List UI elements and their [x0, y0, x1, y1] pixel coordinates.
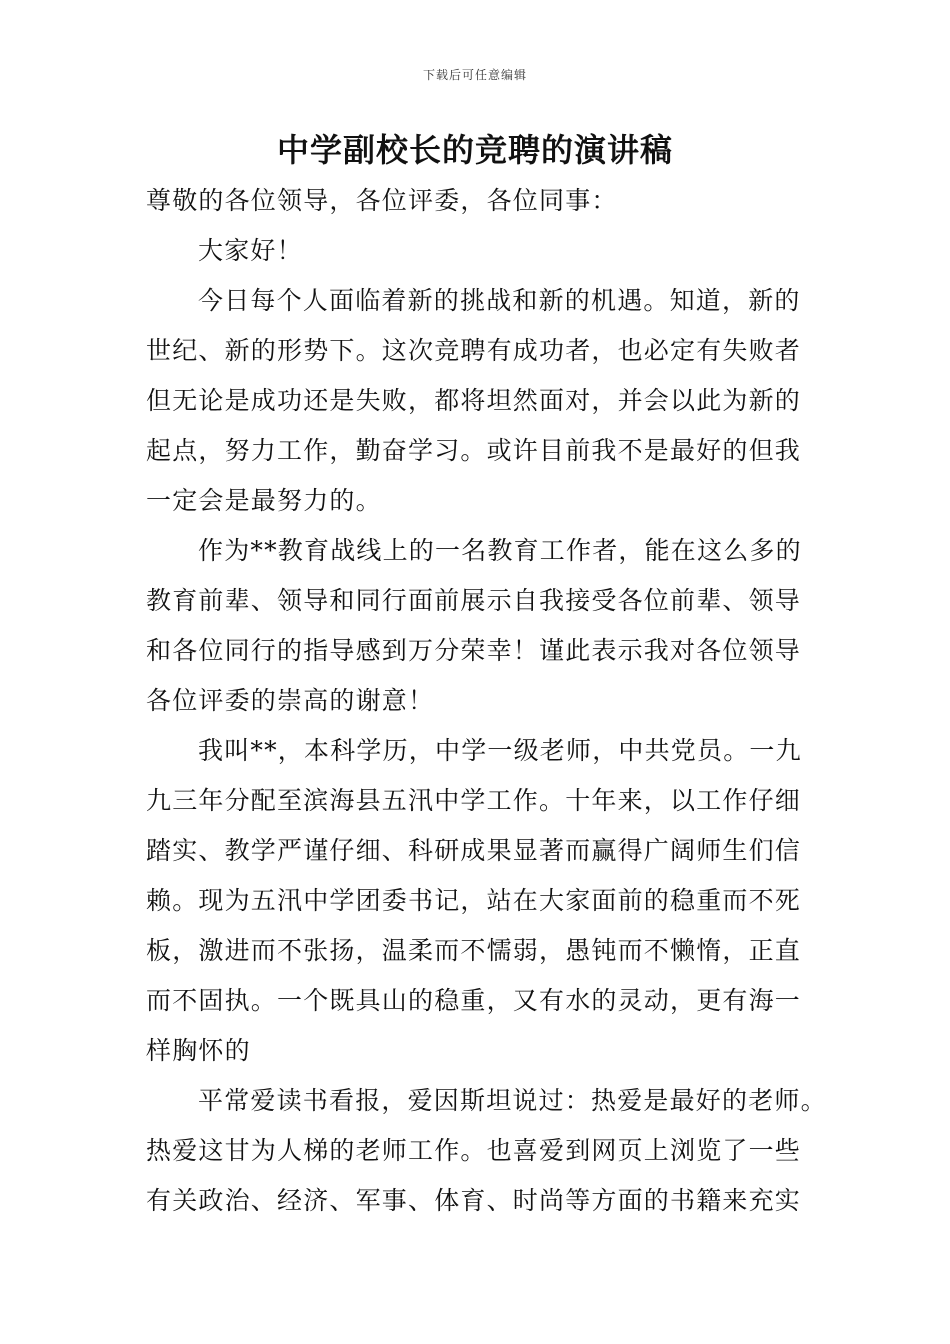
text-line: 板，激进而不张扬，温柔而不懦弱，愚钝而不懒惰，正直: [146, 936, 802, 965]
text-line: 热爱这甘为人梯的老师工作。也喜爱到网页上浏览了一些: [146, 1136, 802, 1165]
text-line: 有关政治、经济、军事、体育、时尚等方面的书籍来充实: [146, 1186, 802, 1215]
text-line: 而不固执。一个既具山的稳重，又有水的灵动，更有海一: [146, 986, 802, 1015]
text-line: 和各位同行的指导感到万分荣幸！谨此表示我对各位领导: [146, 636, 802, 665]
text-line: 今日每个人面临着新的挑战和新的机遇。知道，新的: [198, 286, 801, 315]
text-line: 起点，努力工作，勤奋学习。或许目前我不是最好的但我: [146, 436, 802, 465]
text-line: 赖。现为五汛中学团委书记，站在大家面前的稳重而不死: [146, 886, 802, 915]
text-line: 九三年分配至滨海县五汛中学工作。十年来，以工作仔细: [146, 786, 802, 815]
text-line: 我叫**，本科学历，中学一级老师，中共党员。一九: [198, 736, 802, 765]
text-line: 作为**教育战线上的一名教育工作者，能在这么多的: [198, 536, 802, 565]
text-line: 大家好！: [198, 236, 303, 265]
text-line: 教育前辈、领导和同行面前展示自我接受各位前辈、领导: [146, 586, 802, 615]
text-line: 一定会是最努力的。: [146, 486, 382, 515]
header-note: 下载后可任意编辑: [422, 68, 527, 82]
text-line: 平常爱读书看报，爱因斯坦说过：热爱是最好的老师。: [198, 1086, 827, 1115]
text-line: 踏实、教学严谨仔细、科研成果显著而赢得广阔师生们信: [146, 836, 802, 865]
document-title: 中学副校长的竞聘的演讲稿: [276, 131, 673, 169]
text-line: 样胸怀的: [146, 1036, 251, 1065]
text-line: 但无论是成功还是失败，都将坦然面对，并会以此为新的: [146, 386, 802, 415]
text-line: 尊敬的各位领导，各位评委，各位同事：: [146, 186, 618, 215]
text-line: 各位评委的崇高的谢意！: [146, 686, 435, 715]
document-body: [146, 176, 826, 1226]
text-line: 世纪、新的形势下。这次竞聘有成功者，也必定有失败者: [146, 336, 802, 365]
